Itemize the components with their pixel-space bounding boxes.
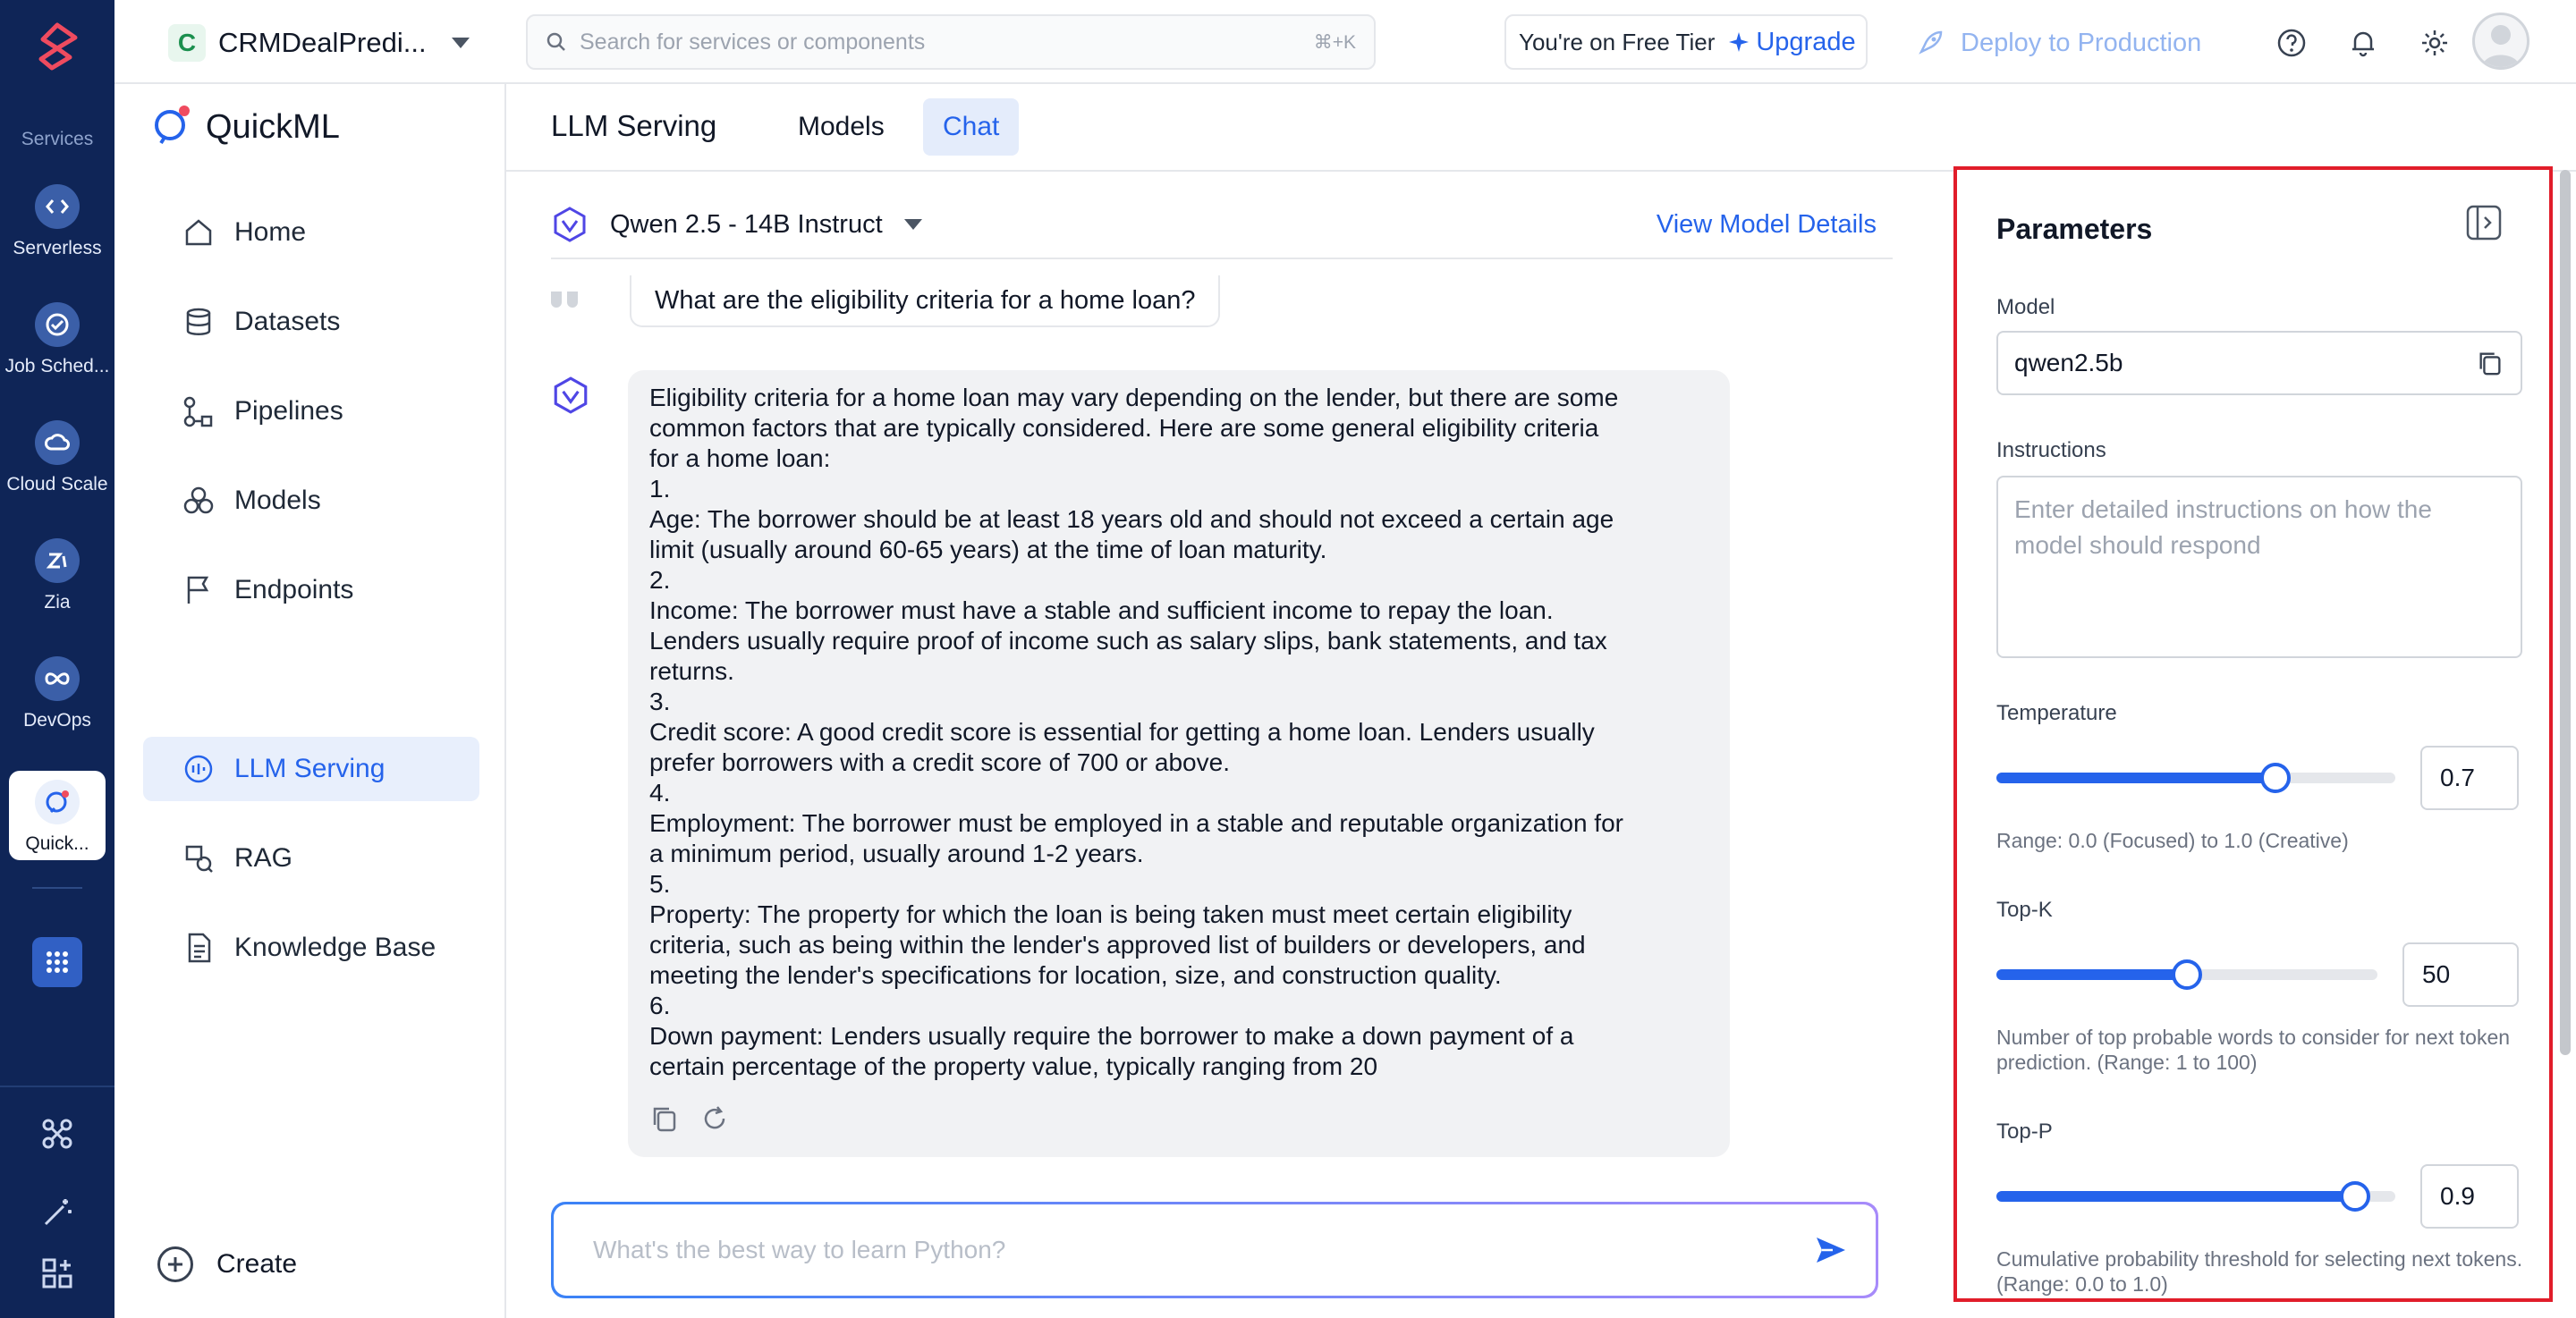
rail-item-label: DevOps xyxy=(23,710,91,731)
rail-item-label: Cloud Scale xyxy=(6,474,108,494)
rocket-icon xyxy=(1916,29,1945,57)
document-icon xyxy=(182,932,215,964)
sidebar-item-label: Home xyxy=(234,217,307,247)
upgrade-link[interactable] xyxy=(1727,28,1855,57)
copy-icon[interactable] xyxy=(649,1103,680,1134)
rail-item-serverless[interactable] xyxy=(0,184,114,291)
sidebar-item-label: LLM Serving xyxy=(234,754,386,783)
regenerate-icon[interactable] xyxy=(699,1103,730,1134)
models-icon xyxy=(182,485,215,517)
top-k-slider-thumb[interactable] xyxy=(2172,959,2202,990)
page-title: LLM Serving xyxy=(551,109,717,142)
temperature-help: Range: 0.0 (Focused) to 1.0 (Creative) xyxy=(1996,829,2349,852)
tab-models[interactable]: Models xyxy=(798,112,885,141)
temperature-slider-thumb[interactable] xyxy=(2260,763,2291,793)
rail-bottom-divider xyxy=(0,1086,114,1087)
message-input[interactable] xyxy=(593,1236,1813,1264)
rag-icon xyxy=(182,842,215,874)
parameters-panel xyxy=(1953,166,2553,1302)
model-label: Model xyxy=(1996,295,2055,319)
create-label: Create xyxy=(216,1249,298,1279)
temperature-input[interactable]: 0.7 xyxy=(2420,746,2519,810)
rail-item-quickml[interactable] xyxy=(9,771,106,860)
user-avatar-partial xyxy=(551,291,587,309)
sidebar-item-datasets[interactable] xyxy=(143,290,479,354)
model-name: Qwen 2.5 - 14B Instruct xyxy=(610,209,883,239)
sidebar-item-home[interactable] xyxy=(143,200,479,265)
top-k-slider[interactable] xyxy=(1996,969,2377,980)
qwen-logo-icon xyxy=(551,206,589,243)
rail-divider xyxy=(32,887,82,889)
sidebar-item-label: Endpoints xyxy=(234,575,354,604)
search-shortcut: ⌘+K xyxy=(1313,31,1356,53)
temperature-label: Temperature xyxy=(1996,701,2117,725)
quickml-icon xyxy=(35,780,80,824)
chevron-down-icon xyxy=(452,38,470,48)
tab-chat[interactable]: Chat xyxy=(923,98,1019,156)
create-button[interactable] xyxy=(157,1246,297,1282)
search-box[interactable] xyxy=(526,14,1376,70)
project-name: CRMDealPredi... xyxy=(218,27,427,58)
project-switcher[interactable] xyxy=(168,21,470,64)
rail-item-job-scheduling[interactable] xyxy=(0,302,114,410)
assistant-avatar-icon xyxy=(551,376,590,419)
pipeline-icon xyxy=(182,395,215,427)
temperature-slider-fill xyxy=(1996,773,2275,783)
view-model-details-link[interactable]: View Model Details xyxy=(1656,209,1877,239)
rail-item-label: Zia xyxy=(44,592,71,613)
top-p-slider-thumb[interactable] xyxy=(2340,1181,2370,1212)
collapse-panel-icon[interactable] xyxy=(2465,204,2503,241)
upgrade-label: Upgrade xyxy=(1756,27,1856,56)
avatar[interactable] xyxy=(2472,13,2529,70)
tier-text: You're on Free Tier xyxy=(1519,28,1716,55)
code-brackets-icon xyxy=(35,184,80,229)
sidebar-item-label: Pipelines xyxy=(234,396,343,426)
rail-item-cloud-scale[interactable] xyxy=(0,420,114,528)
help-icon[interactable] xyxy=(2274,25,2309,61)
rail-item-zia[interactable] xyxy=(0,538,114,646)
deploy-to-production-button[interactable] xyxy=(1916,18,2201,68)
catalyst-logo-icon[interactable] xyxy=(34,21,80,72)
apps-grid-icon[interactable] xyxy=(32,937,82,987)
flag-icon xyxy=(182,574,215,606)
sidebar-item-label: Datasets xyxy=(234,307,341,336)
rail-item-label: Job Sched... xyxy=(4,356,110,376)
chat-area xyxy=(506,172,1952,1318)
brand-name: QuickML xyxy=(206,107,340,146)
top-p-label: Top-P xyxy=(1996,1119,2053,1144)
sidebar-item-label: Models xyxy=(234,486,321,515)
infinity-icon xyxy=(35,656,80,701)
chevron-down-icon xyxy=(904,219,922,230)
top-k-slider-fill xyxy=(1996,969,2187,980)
cloud-icon xyxy=(35,420,80,465)
quickml-sidebar xyxy=(114,84,506,1318)
gear-icon[interactable] xyxy=(2417,25,2453,61)
deploy-label: Deploy to Production xyxy=(1961,28,2202,57)
temperature-slider[interactable] xyxy=(1996,773,2395,783)
search-placeholder: Search for services or components xyxy=(580,29,926,55)
copy-icon[interactable] xyxy=(2476,349,2504,377)
model-dropdown[interactable] xyxy=(589,210,922,240)
model-field-value: qwen2.5b xyxy=(2014,349,2123,376)
add-widget-icon[interactable] xyxy=(39,1255,75,1291)
services-rail xyxy=(0,0,114,1318)
user-message: What are the eligibility criteria for a home loan? xyxy=(630,275,1220,327)
parameters-scrollbar[interactable] xyxy=(2560,170,2571,1055)
top-bar xyxy=(114,0,2576,84)
model-field[interactable] xyxy=(1996,331,2522,395)
bell-icon[interactable] xyxy=(2345,25,2381,61)
plus-icon xyxy=(157,1246,193,1282)
sidebar-item-models[interactable] xyxy=(143,469,479,533)
parameters-title: Parameters xyxy=(1996,213,2153,245)
free-tier-banner xyxy=(1504,14,1868,70)
sidebar-item-rag[interactable] xyxy=(143,826,479,891)
sidebar-item-pipelines[interactable] xyxy=(143,379,479,444)
sidebar-item-label: RAG xyxy=(234,843,293,873)
database-icon xyxy=(182,306,215,338)
message-actions xyxy=(649,1103,730,1134)
composer-inner xyxy=(554,1204,1876,1296)
instructions-placeholder: Enter detailed instructions on how the model should respond xyxy=(2014,495,2432,559)
assistant-message xyxy=(628,370,1730,1157)
quickml-logo-icon xyxy=(150,102,195,152)
top-p-slider-fill xyxy=(1996,1191,2355,1202)
llm-serving-icon xyxy=(182,753,215,785)
rail-item-devops[interactable] xyxy=(0,656,114,764)
home-icon xyxy=(182,216,215,249)
project-badge: C xyxy=(168,24,206,62)
magic-wand-icon[interactable] xyxy=(39,1195,75,1230)
rail-item-label: Quick... xyxy=(25,833,89,854)
search-icon xyxy=(546,31,567,53)
quickml-brand[interactable] xyxy=(150,102,340,152)
rail-section-label: Services xyxy=(21,129,94,149)
rail-item-label: Serverless xyxy=(13,238,102,258)
llm-serving-header xyxy=(506,84,2576,172)
sidebar-item-label: Knowledge Base xyxy=(234,933,436,962)
top-k-label: Top-K xyxy=(1996,898,2053,922)
sidebar-item-endpoints[interactable] xyxy=(143,558,479,622)
check-circle-icon xyxy=(35,302,80,347)
instructions-textarea[interactable] xyxy=(1996,476,2522,658)
integrations-icon[interactable] xyxy=(39,1116,75,1152)
model-selector-bar xyxy=(551,191,1893,259)
top-p-input[interactable]: 0.9 xyxy=(2420,1164,2519,1229)
zia-icon xyxy=(35,538,80,583)
sidebar-item-knowledge-base[interactable] xyxy=(143,916,479,980)
top-k-input[interactable]: 50 xyxy=(2402,942,2519,1007)
sparkle-icon xyxy=(1727,30,1750,54)
top-p-help: Cumulative probability threshold for selecting next tokens. (Range: 0.0 to 1.0) xyxy=(1996,1247,2523,1296)
message-composer xyxy=(551,1202,1878,1298)
send-icon[interactable] xyxy=(1813,1232,1849,1268)
assistant-message-text: Eligibility criteria for a home loan may vary depending on the lender, but there are some common factors that are typically considered. Here are some general eligibility criteria for a home loan: 1. Age: The borrower should be at least 18 years old and should not exceed a certain age limit (usually around 60-65 years) at the time of loan maturity. 2. Income: The borrower must have a stable and sufficient income to repay the loan. Lenders usually require proof of income such as salary slips, bank statements, and tax returns. 3. Credit score: A good credit score is essential for getting a home loan. Lenders usually prefer borrowers with a credit score of 700 or above. 4. Employment: The borrower must be employed in a stable and reputable organization for a minimum period, usually around 1-2 years. 5. Property: The property for which the loan is being taken must meet certain eligibility criteria, such as being within the lender's approved list of builders or developers, and meeting the lender's specifications for location, size, and construction quality. 6. Down payment: Lenders usually require the borrower to make a down payment of a certain percentage of the property value, typically ranging from 20 xyxy=(649,384,1623,1080)
top-k-help: Number of top probable words to consider for next token prediction. (Range: 1 to 100) xyxy=(1996,1026,2511,1074)
top-p-slider[interactable] xyxy=(1996,1191,2395,1202)
sidebar-item-llm-serving[interactable] xyxy=(143,737,479,801)
instructions-label: Instructions xyxy=(1996,438,2106,462)
